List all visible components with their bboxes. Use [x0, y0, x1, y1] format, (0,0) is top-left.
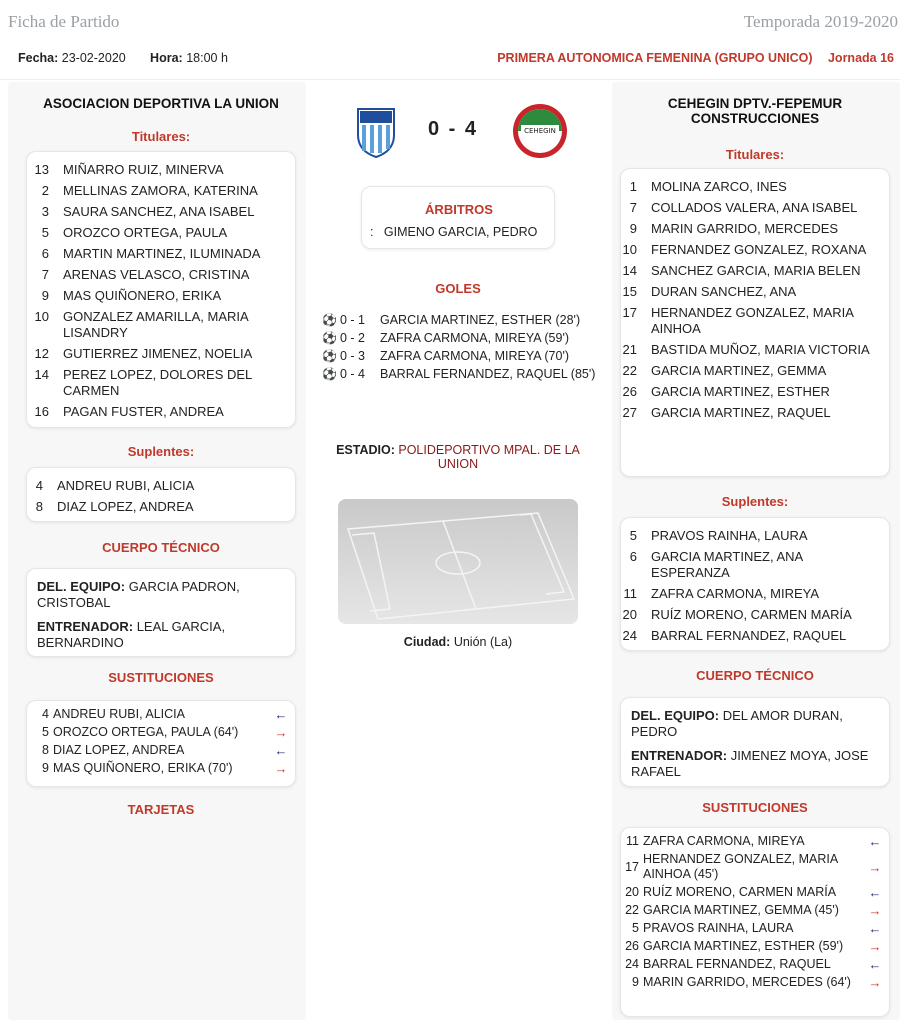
player-name[interactable]: MARTIN MARTINEZ, ILUMINADA	[63, 246, 261, 261]
home-subs-list	[27, 478, 289, 515]
player-row[interactable]	[621, 607, 883, 623]
player-number: 5	[629, 528, 637, 543]
player-number: 14	[622, 263, 637, 278]
player-name[interactable]: GONZALEZ AMARILLA, MARIA LISANDRY	[63, 309, 248, 340]
goal-score: 0 - 1	[340, 313, 366, 327]
player-row[interactable]	[33, 309, 289, 341]
delegate-name: DEL AMOR DURAN, PEDRO	[631, 708, 843, 739]
player-number: 7	[629, 200, 637, 215]
player-name[interactable]: MARIN GARRIDO, MERCEDES (64')	[643, 975, 851, 989]
player-name[interactable]: MAS QUIÑONERO, ERIKA	[63, 288, 222, 303]
player-name[interactable]: GARCIA MARTINEZ, ESTHER	[651, 384, 830, 399]
player-row[interactable]	[27, 499, 289, 515]
player-number: 11	[626, 834, 639, 848]
player-row[interactable]	[33, 162, 289, 178]
player-number: 2	[41, 183, 49, 198]
arrow-right-icon: →	[868, 939, 882, 954]
player-name[interactable]: RUÍZ MORENO, CARMEN MARÍA	[643, 885, 837, 899]
player-number: 24	[625, 957, 639, 971]
page-title: Ficha de Partido	[8, 12, 120, 31]
player-number: 10	[34, 309, 49, 324]
arrow-right-icon: →	[868, 903, 882, 918]
goals-title: GOLES	[435, 281, 481, 296]
player-number: 26	[622, 384, 637, 399]
competition-name[interactable]: PRIMERA AUTONOMICA FEMENINA (GRUPO UNICO)	[497, 51, 813, 65]
away-staff-title: CUERPO TÉCNICO	[696, 668, 814, 683]
substitution-row	[621, 834, 883, 849]
away-starters-list	[621, 179, 883, 421]
player-name[interactable]: BASTIDA MUÑOZ, MARIA VICTORIA	[651, 342, 870, 357]
home-subs-title: Suplentes:	[127, 444, 195, 459]
away-coach	[631, 748, 879, 780]
player-row[interactable]	[27, 478, 289, 494]
player-name[interactable]: DIAZ LOPEZ, ANDREA	[57, 499, 194, 514]
delegate-label: DEL. EQUIPO:	[37, 579, 126, 594]
goal-scorer[interactable]: ZAFRA CARMONA, MIREYA (59')	[380, 331, 569, 345]
away-team-name[interactable]: CEHEGIN DPTV.-FEPEMUR CONSTRUCCIONES	[667, 96, 843, 126]
soccer-ball-icon: ⚽	[322, 331, 337, 345]
player-row[interactable]	[621, 528, 883, 544]
player-number: 24	[622, 628, 637, 643]
season-label: Temporada 2019-2020	[743, 12, 898, 31]
player-number: 14	[34, 367, 49, 382]
player-number: 9	[629, 221, 637, 236]
goal-score: 0 - 3	[340, 349, 366, 363]
player-number: 8	[35, 499, 43, 514]
arrow-left-icon: ←	[868, 885, 882, 900]
substitution-row	[621, 852, 883, 882]
coach-name: JIMENEZ MOYA, JOSE RAFAEL	[631, 748, 869, 779]
player-name[interactable]: MELLINAS ZAMORA, KATERINA	[63, 183, 258, 198]
arrow-right-icon: →	[274, 761, 288, 776]
player-name[interactable]: MARIN GARRIDO, MERCEDES	[651, 221, 839, 236]
home-staff-panel	[26, 568, 296, 657]
player-row[interactable]	[621, 221, 883, 237]
player-number: 1	[629, 179, 637, 194]
soccer-ball-icon: ⚽	[322, 367, 337, 381]
match-datetime	[18, 51, 228, 65]
substitution-row	[31, 761, 289, 776]
player-number: 5	[41, 225, 49, 240]
home-starters-title: Titulares:	[131, 129, 191, 144]
player-name[interactable]: COLLADOS VALERA, ANA ISABEL	[651, 200, 858, 215]
player-name[interactable]: BARRAL FERNANDEZ, RAQUEL	[651, 628, 847, 643]
player-name[interactable]: DURAN SANCHEZ, ANA	[651, 284, 797, 299]
player-row[interactable]	[621, 628, 883, 644]
home-staff-title: CUERPO TÉCNICO	[102, 540, 220, 555]
home-team-name[interactable]: ASOCIACION DEPORTIVA LA UNION	[43, 96, 279, 111]
goal-score: 0 - 4	[340, 367, 366, 381]
player-name[interactable]: PRAVOS RAINHA, LAURA	[651, 528, 808, 543]
arrow-left-icon: ←	[868, 921, 882, 936]
player-name[interactable]: MIÑARRO RUIZ, MINERVA	[63, 162, 224, 177]
player-number: 5	[632, 921, 639, 935]
referee-name: : GIMENO GARCIA, PEDRO	[370, 225, 538, 239]
away-subs-panel	[620, 517, 890, 651]
player-row[interactable]	[33, 267, 289, 283]
home-cards-title: TARJETAS	[127, 802, 195, 817]
player-row[interactable]	[621, 200, 883, 216]
player-name[interactable]: ZAFRA CARMONA, MIREYA	[643, 834, 805, 848]
player-row[interactable]	[33, 346, 289, 362]
player-number: 15	[622, 284, 637, 299]
player-number: 20	[622, 607, 637, 622]
substitution-row	[621, 939, 883, 954]
home-coach	[37, 619, 285, 651]
player-row[interactable]	[33, 183, 289, 199]
arrow-right-icon: →	[868, 859, 882, 875]
away-subs-list	[621, 528, 883, 644]
substitution-row	[621, 957, 883, 972]
delegate-name: GARCIA PADRON, CRISTOBAL	[37, 579, 240, 610]
substitution-row	[31, 743, 289, 758]
goal-score: 0 - 2	[340, 331, 366, 345]
home-substitutions-title: SUSTITUCIONES	[108, 670, 214, 685]
player-row[interactable]	[621, 284, 883, 300]
player-name[interactable]: ARENAS VELASCO, CRISTINA	[63, 267, 250, 282]
player-name[interactable]: GARCIA MARTINEZ, GEMMA	[651, 363, 827, 378]
player-row[interactable]	[33, 204, 289, 220]
substitution-row	[621, 921, 883, 936]
player-number: 17	[622, 305, 637, 320]
soccer-ball-icon: ⚽	[322, 349, 337, 363]
stadium-info	[322, 443, 594, 471]
player-name[interactable]: PRAVOS RAINHA, LAURA	[643, 921, 794, 935]
player-number: 12	[34, 346, 49, 361]
city-info	[322, 635, 594, 649]
referees-panel	[361, 186, 555, 249]
player-number: 11	[623, 586, 637, 601]
arrow-left-icon: ←	[274, 707, 288, 722]
away-crest-text: CEHEGIN	[524, 127, 556, 135]
goals-list	[322, 313, 604, 385]
coach-label: ENTRENADOR:	[631, 748, 728, 763]
player-name[interactable]: SANCHEZ GARCIA, MARIA BELEN	[651, 263, 861, 278]
top-bar	[0, 0, 900, 44]
player-name[interactable]: HERNANDEZ GONZALEZ, MARIA AINHOA (45')	[643, 852, 838, 881]
away-crest-icon[interactable]	[509, 101, 569, 161]
player-number: 6	[41, 246, 49, 261]
player-name[interactable]: RUÍZ MORENO, CARMEN MARÍA	[651, 607, 852, 622]
stadium-label: ESTADIO:	[336, 443, 395, 457]
pitch-image	[338, 499, 578, 624]
player-number: 4	[35, 478, 43, 493]
player-name[interactable]: OROZCO ORTEGA, PAULA	[63, 225, 228, 240]
player-row[interactable]	[621, 242, 883, 258]
player-row[interactable]	[621, 363, 883, 379]
home-substitutions-list	[31, 707, 289, 776]
player-name[interactable]: MAS QUIÑONERO, ERIKA (70')	[53, 761, 233, 775]
city-name: Unión (La)	[453, 635, 513, 649]
away-staff-panel	[620, 697, 890, 787]
player-name[interactable]: GUTIERREZ JIMENEZ, NOELIA	[63, 346, 253, 361]
player-row[interactable]	[621, 342, 883, 358]
player-number: 9	[632, 975, 639, 989]
coach-label: ENTRENADOR:	[37, 619, 134, 634]
player-number: 22	[622, 363, 637, 378]
player-name[interactable]: BARRAL FERNANDEZ, RAQUEL	[643, 957, 831, 971]
coach-name: LEAL GARCIA, BERNARDINO	[37, 619, 226, 650]
player-number: 9	[41, 288, 49, 303]
player-number: 6	[629, 549, 637, 564]
goal-scorer[interactable]: GARCIA MARTINEZ, ESTHER (28')	[380, 313, 581, 327]
player-name[interactable]: ZAFRA CARMONA, MIREYA	[651, 586, 820, 601]
player-row[interactable]	[621, 263, 883, 279]
player-name[interactable]: SAURA SANCHEZ, ANA ISABEL	[63, 204, 255, 219]
player-name[interactable]: MOLINA ZARCO, INES	[651, 179, 787, 194]
away-delegate	[631, 708, 879, 740]
player-number: 9	[42, 761, 49, 775]
stadium-name[interactable]: POLIDEPORTIVO MPAL. DE LA UNION	[398, 443, 580, 471]
match-info-bar	[0, 44, 900, 80]
away-substitutions-list	[621, 834, 883, 990]
player-row[interactable]	[621, 384, 883, 400]
player-row[interactable]	[621, 305, 883, 337]
home-delegate	[37, 579, 285, 611]
player-row[interactable]	[33, 225, 289, 241]
player-number: 3	[41, 204, 49, 219]
goal-scorer[interactable]: BARRAL FERNANDEZ, RAQUEL (85')	[380, 367, 596, 381]
round-label[interactable]: Jornada 16	[827, 51, 894, 65]
time-value: 18:00 h	[186, 51, 228, 65]
player-name[interactable]: GARCIA MARTINEZ, RAQUEL	[651, 405, 831, 420]
date-value: 23-02-2020	[61, 51, 126, 65]
referees-title: ÁRBITROS	[425, 202, 493, 217]
substitution-row	[621, 885, 883, 900]
player-row[interactable]	[33, 367, 289, 399]
match-score: 0 - 4	[428, 118, 479, 140]
soccer-ball-icon: ⚽	[322, 313, 337, 327]
player-row[interactable]	[33, 404, 289, 420]
player-row[interactable]	[33, 288, 289, 304]
arrow-left-icon: ←	[868, 957, 882, 972]
city-label: Ciudad:	[403, 635, 451, 649]
goal-row	[322, 313, 604, 328]
player-number: 13	[34, 162, 49, 177]
goal-row	[322, 367, 604, 382]
home-starters-list	[33, 162, 289, 420]
arrow-right-icon: →	[274, 725, 288, 740]
arrow-left-icon: ←	[868, 834, 882, 849]
player-number: 20	[625, 885, 639, 899]
home-crest-icon[interactable]	[346, 101, 406, 161]
competition-info	[485, 51, 894, 65]
player-name[interactable]: OROZCO ORTEGA, PAULA (64')	[53, 725, 239, 739]
away-starters-title: Titulares:	[725, 147, 785, 162]
delegate-label: DEL. EQUIPO:	[631, 708, 720, 723]
substitution-row	[621, 903, 883, 918]
player-name[interactable]: ANDREU RUBI, ALICIA	[57, 478, 195, 493]
player-name[interactable]: HERNANDEZ GONZALEZ, MARIA AINHOA	[651, 305, 854, 336]
arrow-left-icon: ←	[274, 743, 288, 758]
player-row[interactable]	[621, 549, 883, 581]
away-starters-panel	[620, 168, 890, 477]
away-substitutions-panel	[620, 827, 890, 1017]
substitution-row	[621, 975, 883, 990]
player-number: 10	[622, 242, 637, 257]
time-label: Hora:	[150, 51, 183, 65]
player-row[interactable]	[621, 405, 883, 421]
player-number: 22	[625, 903, 639, 917]
goal-scorer[interactable]: ZAFRA CARMONA, MIREYA (70')	[380, 349, 569, 363]
player-number: 5	[42, 725, 49, 739]
substitution-row	[31, 707, 289, 722]
date-label: Fecha:	[18, 51, 59, 65]
player-row[interactable]	[33, 246, 289, 262]
player-name[interactable]: PAGAN FUSTER, ANDREA	[63, 404, 224, 419]
player-name[interactable]: GARCIA MARTINEZ, GEMMA (45')	[643, 903, 839, 917]
player-row[interactable]	[621, 179, 883, 195]
away-subs-title: Suplentes:	[721, 494, 789, 509]
goal-row	[322, 331, 604, 346]
player-number: 26	[625, 939, 639, 953]
player-name[interactable]: ANDREU RUBI, ALICIA	[53, 707, 185, 721]
substitution-row	[31, 725, 289, 740]
player-number: 21	[622, 342, 637, 357]
arrow-right-icon: →	[868, 975, 882, 990]
player-name[interactable]: GARCIA MARTINEZ, ANA ESPERANZA	[651, 549, 803, 580]
home-starters-panel	[26, 151, 296, 428]
player-number: 17	[625, 859, 639, 874]
player-name[interactable]: DIAZ LOPEZ, ANDREA	[53, 743, 185, 757]
player-number: 4	[42, 707, 49, 721]
home-substitutions-panel	[26, 700, 296, 787]
player-row[interactable]	[621, 586, 883, 602]
player-number: 7	[41, 267, 49, 282]
goal-row	[322, 349, 604, 364]
player-number: 8	[42, 743, 49, 757]
player-number: 27	[622, 405, 637, 420]
player-name[interactable]: PEREZ LOPEZ, DOLORES DEL CARMEN	[63, 367, 252, 398]
player-number: 16	[34, 404, 49, 419]
away-substitutions-title: SUSTITUCIONES	[702, 800, 808, 815]
home-subs-panel	[26, 467, 296, 522]
player-name[interactable]: GARCIA MARTINEZ, ESTHER (59')	[643, 939, 844, 953]
player-name[interactable]: FERNANDEZ GONZALEZ, ROXANA	[651, 242, 867, 257]
